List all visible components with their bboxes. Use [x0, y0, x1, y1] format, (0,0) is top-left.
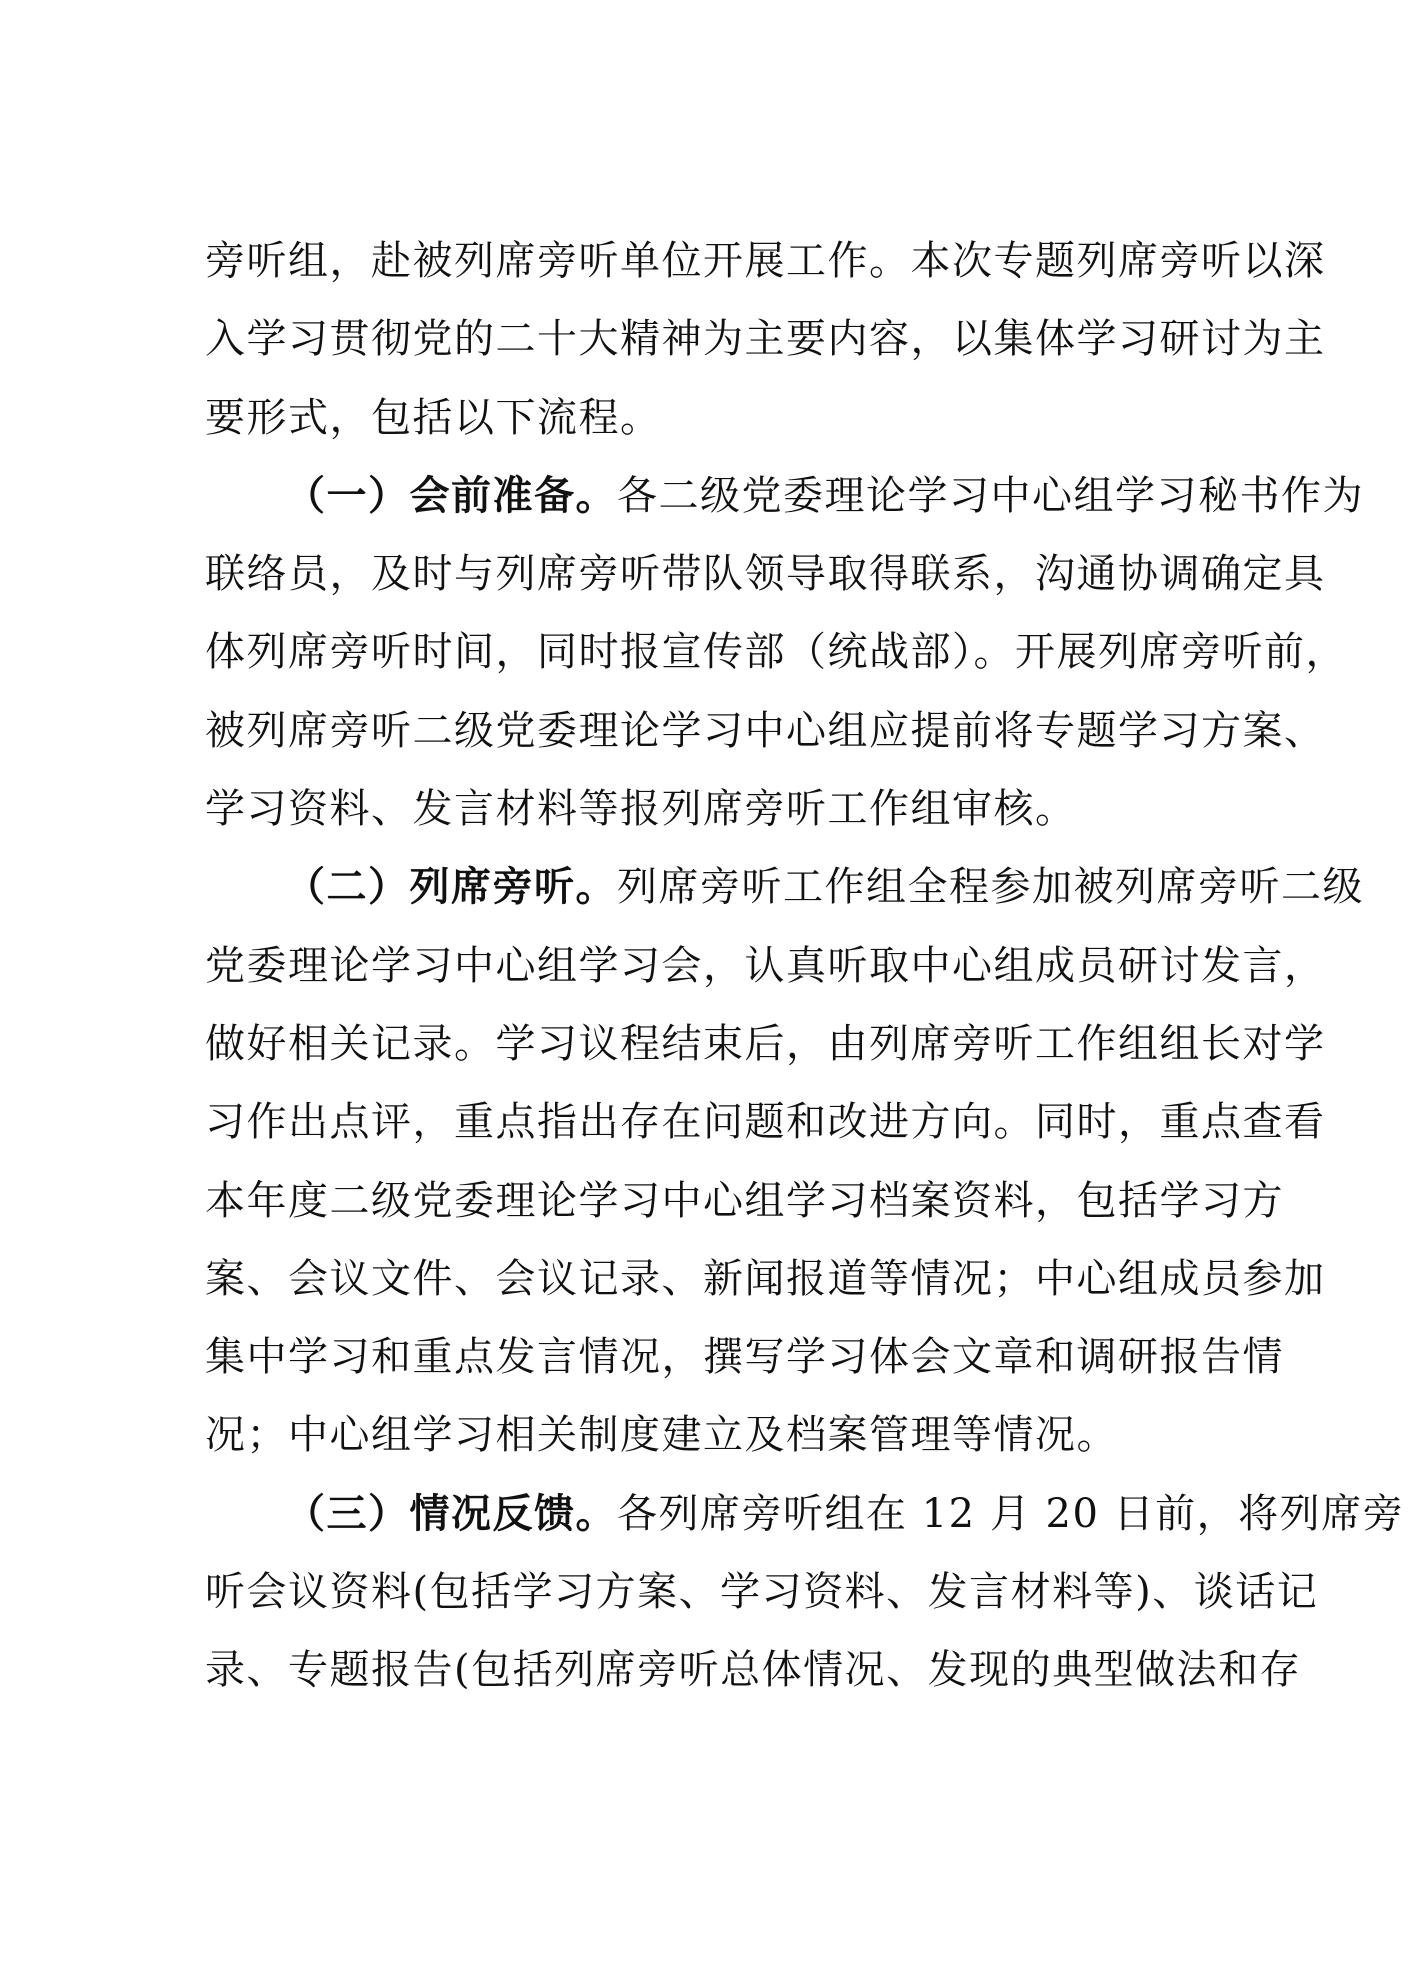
- text-segment: 列席旁听工作组全程参加被列席旁听二级: [617, 864, 1364, 911]
- text-line: 旁听组，赴被列席旁听单位开展工作。本次专题列席旁听以深: [205, 238, 1326, 284]
- section-heading: （一）会前准备。: [285, 471, 617, 519]
- text-line: 案、会议文件、会议记录、新闻报道等情况；中心组成员参加: [205, 1255, 1326, 1302]
- paragraph-intro: [205, 222, 1326, 457]
- text-segment: 各列席旁听组在 12 月 20 日前，将列席旁: [617, 1490, 1405, 1537]
- section-heading: （三）情况反馈。: [285, 1489, 617, 1537]
- text-line: 做好相关记录。学习议程结束后，由列席旁听工作组组长对学: [205, 1020, 1326, 1067]
- text-line: 入学习贯彻党的二十大精神为主要内容，以集体学习研讨为主: [205, 316, 1326, 363]
- text-line: 党委理论学习中心组学习会，认真听取中心组成员研讨发言，: [205, 942, 1326, 989]
- text-line: 录、专题报告(包括列席旁听总体情况、发现的典型做法和存: [205, 1647, 1302, 1694]
- text-line: 集中学习和重点发言情况，撰写学习体会文章和调研报告情: [205, 1334, 1284, 1381]
- section-heading: （二）列席旁听。: [285, 863, 617, 911]
- text-line: 体列席旁听时间，同时报宣传部（统战部）。开展列席旁听前，: [205, 629, 1347, 676]
- text-line: 习作出点评，重点指出存在问题和改进方向。同时，重点查看: [205, 1099, 1326, 1146]
- text-line: 被列席旁听二级党委理论学习中心组应提前将专题学习方案、: [205, 707, 1326, 754]
- paragraph-feedback: [205, 1475, 1405, 1710]
- text-line: 学习资料、发言材料等报列席旁听工作组审核。: [205, 786, 1077, 833]
- text-line: [205, 457, 1364, 535]
- text-line: 况；中心组学习相关制度建立及档案管理等情况。: [205, 1412, 1118, 1459]
- text-line: 本年度二级党委理论学习中心组学习档案资料，包括学习方: [205, 1177, 1284, 1224]
- document-body: [205, 222, 1405, 1710]
- text-line: [205, 848, 1364, 926]
- text-line: 听会议资料(包括学习方案、学习资料、发言材料等)、谈话记: [205, 1569, 1319, 1616]
- text-line: 要形式，包括以下流程。: [205, 394, 662, 441]
- paragraph-pre-meeting: [205, 457, 1364, 848]
- text-line: [205, 1475, 1405, 1553]
- text-line: 联络员，及时与列席旁听带队领导取得联系，沟通协调确定具: [205, 551, 1326, 598]
- paragraph-attend-listen: [205, 848, 1364, 1474]
- text-segment: 各二级党委理论学习中心组学习秘书作为: [617, 472, 1364, 519]
